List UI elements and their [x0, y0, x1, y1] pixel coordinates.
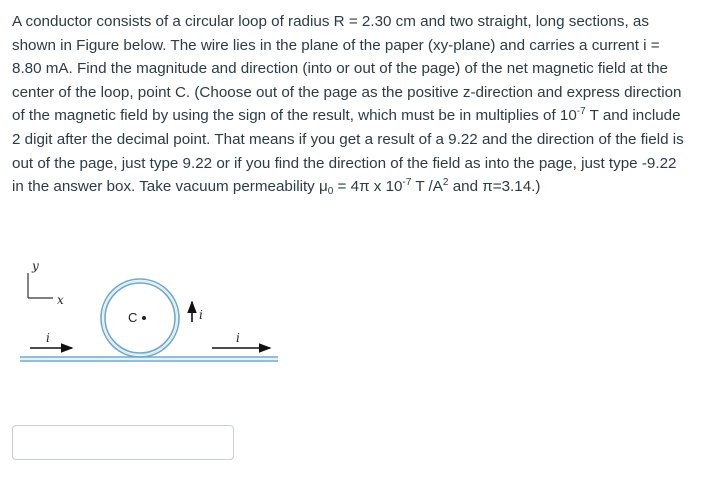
- axis-y-label: y: [32, 259, 39, 273]
- mu-subscript: 0: [327, 186, 334, 198]
- question-part-4: T /A: [411, 178, 443, 196]
- axes-icon: [28, 259, 64, 307]
- question-text: [12, 10, 692, 199]
- circuit-figure: [12, 252, 292, 372]
- question-part-1: A conductor consists of a circular loop of radius R = 2.30 cm and two straight, long sections, as shown in Figure below. The wire lies in the plane of the paper (xy-plane) and carries a current i = 8.80 mA. Find the magnitude and direction (into or out of the page) of the net magnetic field at the center of the loop, point C. (Choose out of the page as the positive z-direction and express direction of the magnetic field by using the sign of the result, which must be in multiplies of 10: [12, 13, 682, 125]
- question-part-3: = 4π x 10: [333, 178, 403, 196]
- question-part-5: and π=3.14.): [448, 178, 541, 196]
- circuit-diagram: [12, 252, 292, 372]
- current-loop-label: i: [199, 308, 203, 322]
- question-part-2: T and include 2 digit after the decimal point. That means if you get a result of a 9.22 and the direction of the field is out of the page, just type 9.22 or if you find the direction of the field as into the page, just type -9.22 in the answer box. Take vacuum permeability μ: [12, 107, 684, 196]
- current-left-label: i: [46, 331, 50, 345]
- exponent-1: -7: [576, 106, 586, 118]
- exponent-2: -7: [402, 177, 412, 189]
- answer-input[interactable]: [12, 425, 234, 460]
- circular-loop: [101, 279, 179, 357]
- axis-x-label: x: [57, 293, 64, 307]
- point-c-label: C: [128, 310, 138, 325]
- center-point-icon: [142, 316, 146, 320]
- exponent-3: 2: [442, 177, 449, 189]
- straight-wire: [20, 357, 278, 361]
- current-right-label: i: [236, 331, 240, 345]
